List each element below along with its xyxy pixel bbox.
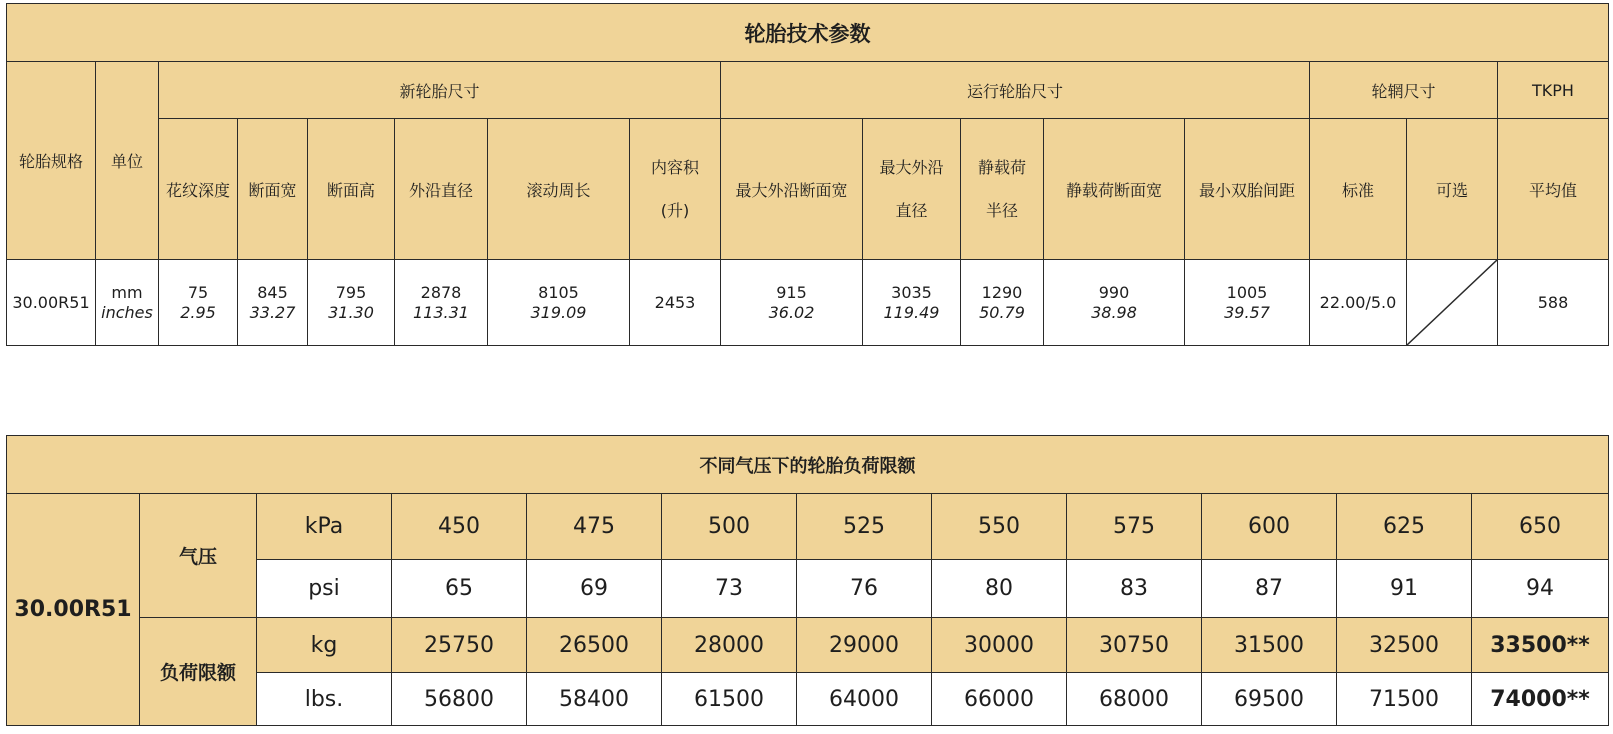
cell-volume: 2453: [630, 260, 721, 346]
unit-mm: mm: [111, 283, 143, 303]
header-rim-optional: 可选: [1407, 119, 1498, 260]
cell-min-dual-spacing: [1185, 260, 1310, 346]
rolling-circumference-mm: 8105: [538, 283, 579, 303]
outer-diameter-mm: 2878: [420, 283, 462, 303]
kpa-value: 550: [932, 494, 1067, 560]
psi-value: 76: [797, 560, 932, 618]
header-volume: [630, 119, 721, 260]
kg-value: 30750: [1067, 618, 1202, 673]
cell-rim-standard: 22.00/5.0: [1310, 260, 1407, 346]
unit-inches: inches: [101, 302, 153, 322]
lbs-value: 56800: [392, 673, 527, 726]
kg-value: 30000: [932, 618, 1067, 673]
load-table-title: 不同气压下的轮胎负荷限额: [7, 436, 1609, 494]
header-outer-diameter: 外沿直径: [395, 119, 488, 260]
lbs-value: 58400: [527, 673, 662, 726]
max-diameter-mm: 3035: [891, 283, 932, 303]
kpa-value: 650: [1472, 494, 1609, 560]
header-tire-size: 轮胎规格: [7, 62, 96, 260]
lbs-value: 66000: [932, 673, 1067, 726]
kpa-value: 600: [1202, 494, 1337, 560]
lbs-value: 69500: [1202, 673, 1337, 726]
pressure-label: 气压: [140, 494, 257, 618]
kpa-value: 450: [392, 494, 527, 560]
max-diameter-in: 119.49: [883, 302, 940, 322]
header-section-width: 断面宽: [238, 119, 308, 260]
header-tread-depth: 花纹深度: [159, 119, 238, 260]
psi-value: 94: [1472, 560, 1609, 618]
header-static-radius-line1: 静载荷: [977, 158, 1026, 177]
cell-section-height: [308, 260, 395, 346]
cell-tire-size: 30.00R51: [7, 260, 96, 346]
header-volume-line1: 内容积: [650, 158, 699, 177]
header-max-diameter: [863, 119, 961, 260]
header-new-tire-dimensions: 新轮胎尺寸: [159, 62, 721, 119]
kpa-value: 575: [1067, 494, 1202, 560]
outer-diameter-in: 113.31: [413, 302, 469, 322]
kpa-value: 500: [662, 494, 797, 560]
header-tkph-average: 平均值: [1498, 119, 1609, 260]
cell-max-diameter: [863, 260, 961, 346]
header-unit: 单位: [96, 62, 159, 260]
min-dual-spacing-in: 39.57: [1224, 302, 1270, 322]
lbs-value: 64000: [797, 673, 932, 726]
header-min-dual-spacing: 最小双胎间距: [1185, 119, 1310, 260]
kpa-value: 625: [1337, 494, 1472, 560]
cell-outer-diameter: [395, 260, 488, 346]
header-tkph: TKPH: [1498, 62, 1609, 119]
rolling-circumference-in: 319.09: [530, 302, 587, 322]
tread-depth-mm: 75: [187, 283, 209, 303]
psi-value: 91: [1337, 560, 1472, 618]
tire-spec-table: [6, 3, 1609, 346]
section-height-mm: 795: [335, 283, 367, 303]
lbs-value: 68000: [1067, 673, 1202, 726]
psi-value: 80: [932, 560, 1067, 618]
section-height-in: 31.30: [328, 302, 374, 322]
header-max-diameter-line2: 直径: [895, 201, 928, 220]
cell-unit: [96, 260, 159, 346]
cell-rolling-circumference: [488, 260, 630, 346]
diagonal-slash: [1407, 260, 1497, 345]
cell-tkph: 588: [1498, 260, 1609, 346]
spec-table-title: 轮胎技术参数: [7, 4, 1609, 62]
psi-value: 87: [1202, 560, 1337, 618]
header-volume-line2: (升): [660, 201, 690, 220]
load-limit-table: [6, 435, 1609, 726]
kg-value: 28000: [662, 618, 797, 673]
section-width-in: 33.27: [249, 302, 296, 322]
unit-kpa: kPa: [257, 494, 392, 560]
kg-value-max: 33500**: [1472, 618, 1609, 673]
lbs-value: 71500: [1337, 673, 1472, 726]
psi-value: 65: [392, 560, 527, 618]
header-section-height: 断面高: [308, 119, 395, 260]
kpa-value: 475: [527, 494, 662, 560]
header-max-diameter-line1: 最大外沿: [879, 158, 944, 177]
tread-depth-in: 2.95: [180, 302, 216, 322]
static-section-width-in: 38.98: [1091, 302, 1137, 322]
min-dual-spacing-mm: 1005: [1226, 283, 1268, 303]
header-running-tire-dimensions: 运行轮胎尺寸: [721, 62, 1310, 119]
cell-tread-depth: [159, 260, 238, 346]
load-limit-label: 负荷限额: [140, 618, 257, 726]
static-radius-in: 50.79: [979, 302, 1025, 322]
cell-max-section-width: [721, 260, 863, 346]
header-rolling-circumference: 滚动周长: [488, 119, 630, 260]
cell-static-section-width: [1044, 260, 1185, 346]
kg-value: 32500: [1337, 618, 1472, 673]
lbs-value: 61500: [662, 673, 797, 726]
kg-value: 29000: [797, 618, 932, 673]
kg-value: 31500: [1202, 618, 1337, 673]
load-tire-size: 30.00R51: [7, 494, 140, 726]
kpa-value: 525: [797, 494, 932, 560]
cell-section-width: [238, 260, 308, 346]
header-static-radius: [961, 119, 1044, 260]
unit-psi: psi: [257, 560, 392, 618]
header-max-section-width: 最大外沿断面宽: [721, 119, 863, 260]
kg-value: 25750: [392, 618, 527, 673]
static-radius-mm: 1290: [981, 283, 1023, 303]
max-section-width-mm: 915: [776, 283, 807, 303]
static-section-width-mm: 990: [1098, 283, 1130, 303]
max-section-width-in: 36.02: [768, 302, 815, 322]
psi-value: 69: [527, 560, 662, 618]
kg-value: 26500: [527, 618, 662, 673]
psi-value: 73: [662, 560, 797, 618]
header-rim-standard: 标准: [1310, 119, 1407, 260]
cell-static-radius: [961, 260, 1044, 346]
lbs-value-max: 74000**: [1472, 673, 1609, 726]
header-static-section-width: 静载荷断面宽: [1044, 119, 1185, 260]
header-static-radius-line2: 半径: [985, 201, 1018, 220]
unit-lbs: lbs.: [257, 673, 392, 726]
section-width-mm: 845: [257, 283, 288, 303]
unit-kg: kg: [257, 618, 392, 673]
psi-value: 83: [1067, 560, 1202, 618]
cell-rim-optional-empty: [1407, 260, 1498, 346]
header-rim-dimensions: 轮辋尺寸: [1310, 62, 1498, 119]
